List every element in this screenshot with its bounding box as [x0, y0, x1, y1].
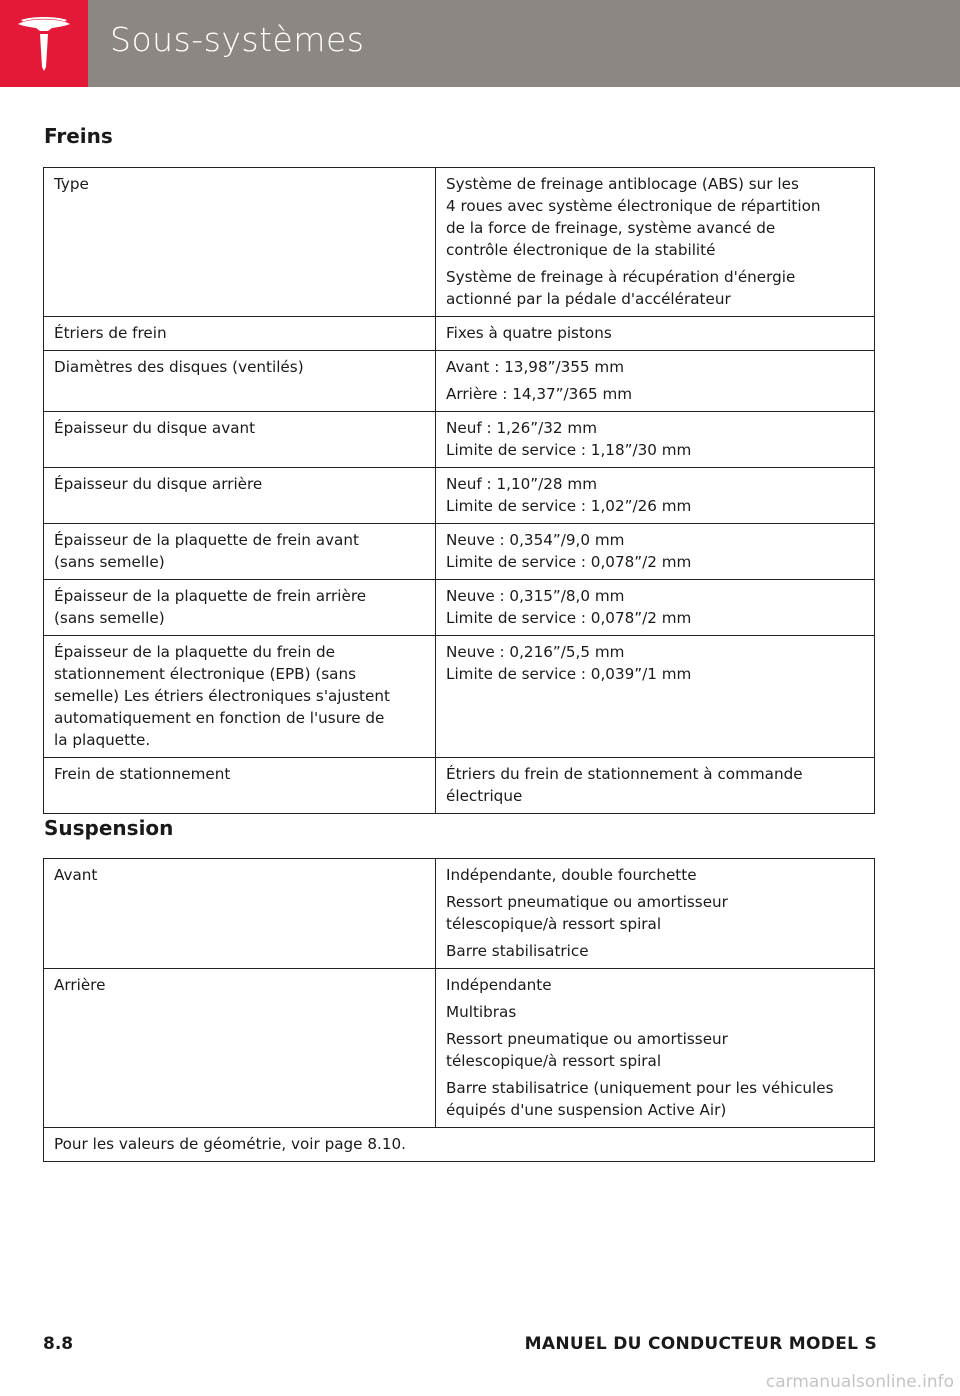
spec-value-line: Limite de service : 0,078”/2 mm	[446, 553, 692, 571]
spec-value	[436, 168, 875, 317]
spec-paragraph	[446, 473, 864, 517]
spec-value-line: Étriers du frein de stationnement à commande	[446, 765, 803, 783]
spec-paragraph	[446, 1001, 864, 1023]
spec-paragraph	[446, 763, 864, 807]
spec-value-line: Indépendante, double fourchette	[446, 866, 697, 884]
table-row	[44, 1128, 875, 1162]
spec-label-line: (sans semelle)	[54, 553, 165, 571]
spec-value-line: équipés d'une suspension Active Air)	[446, 1101, 727, 1119]
spec-paragraph	[446, 529, 864, 573]
spec-paragraph	[446, 356, 864, 378]
spec-value-line: 4 roues avec système électronique de répartition	[446, 197, 821, 215]
table-row	[44, 580, 875, 636]
spec-value-line: Neuve : 0,354”/9,0 mm	[446, 531, 625, 549]
spec-value-line: Limite de service : 0,078”/2 mm	[446, 609, 692, 627]
spec-label-line: semelle) Les étriers électroniques s'ajustent	[54, 687, 390, 705]
spec-label: Avant	[44, 859, 436, 969]
spec-paragraph	[446, 322, 864, 344]
spec-paragraph	[446, 641, 864, 685]
spec-value	[436, 468, 875, 524]
spec-paragraph	[446, 266, 864, 310]
spec-value	[436, 969, 875, 1128]
watermark: carmanualsonline.info	[765, 1372, 954, 1392]
page-header	[0, 0, 960, 87]
spec-value-line: Neuve : 0,315”/8,0 mm	[446, 587, 625, 605]
spec-label-line: automatiquement en fonction de l'usure de	[54, 709, 385, 727]
spec-label: Étriers de frein	[44, 317, 436, 351]
spec-value-line: actionné par la pédale d'accélérateur	[446, 290, 731, 308]
tesla-logo-icon	[14, 15, 74, 73]
spec-paragraph	[446, 974, 864, 996]
table-row	[44, 317, 875, 351]
spec-label	[44, 636, 436, 758]
table-row	[44, 969, 875, 1128]
spec-paragraph	[446, 940, 864, 962]
spec-value-line: électrique	[446, 787, 523, 805]
spec-value	[436, 317, 875, 351]
spec-value	[436, 859, 875, 969]
spec-value	[436, 580, 875, 636]
spec-paragraph	[446, 864, 864, 886]
table-row	[44, 412, 875, 468]
spec-label: Arrière	[44, 969, 436, 1128]
spec-paragraph	[446, 173, 864, 261]
spec-value-line: Neuf : 1,10”/28 mm	[446, 475, 597, 493]
spec-label	[44, 580, 436, 636]
spec-paragraph	[446, 1028, 864, 1072]
table-row	[44, 168, 875, 317]
spec-label: Épaisseur du disque arrière	[44, 468, 436, 524]
table-row	[44, 524, 875, 580]
spec-value-line: de la force de freinage, système avancé de	[446, 219, 776, 237]
spec-value	[436, 412, 875, 468]
page-number: 8.8	[43, 1334, 74, 1354]
spec-value-line: Limite de service : 1,02”/26 mm	[446, 497, 692, 515]
spec-value-line: télescopique/à ressort spiral	[446, 915, 662, 933]
spec-value-line: Arrière : 14,37”/365 mm	[446, 385, 633, 403]
spec-value	[436, 351, 875, 412]
spec-value-line: Ressort pneumatique ou amortisseur	[446, 1030, 728, 1048]
logo-box	[0, 0, 88, 87]
spec-label-line: Épaisseur de la plaquette de frein avant	[54, 531, 359, 549]
spec-value-line: Limite de service : 1,18”/30 mm	[446, 441, 692, 459]
spec-value-line: Limite de service : 0,039”/1 mm	[446, 665, 692, 683]
spec-value-line: contrôle électronique de la stabilité	[446, 241, 716, 259]
spec-value-line: Neuve : 0,216”/5,5 mm	[446, 643, 625, 661]
spec-value-line: télescopique/à ressort spiral	[446, 1052, 662, 1070]
page-title: Sous-systèmes	[110, 20, 365, 59]
spec-value-line: Neuf : 1,26”/32 mm	[446, 419, 597, 437]
suspension-table	[43, 858, 875, 1162]
spec-value-line: Indépendante	[446, 976, 552, 994]
spec-label-line: Épaisseur de la plaquette de frein arrière	[54, 587, 367, 605]
spec-value-line: Fixes à quatre pistons	[446, 324, 612, 342]
spec-label-line: (sans semelle)	[54, 609, 165, 627]
spec-label	[44, 524, 436, 580]
table-row	[44, 859, 875, 969]
spec-value-line: Système de freinage à récupération d'énergie	[446, 268, 796, 286]
section-title-freins: Freins	[44, 124, 113, 148]
spec-value-line: Multibras	[446, 1003, 517, 1021]
spec-label-line: la plaquette.	[54, 731, 151, 749]
spec-value-line: Avant : 13,98”/355 mm	[446, 358, 625, 376]
manual-title: MANUEL DU CONDUCTEUR MODEL S	[524, 1334, 877, 1354]
table-row	[44, 758, 875, 814]
table-row	[44, 468, 875, 524]
spec-paragraph	[446, 585, 864, 629]
spec-paragraph	[446, 417, 864, 461]
spec-label: Épaisseur du disque avant	[44, 412, 436, 468]
freins-table	[43, 167, 875, 814]
spec-paragraph	[446, 1077, 864, 1121]
section-title-suspension: Suspension	[44, 816, 174, 840]
table-row	[44, 351, 875, 412]
spec-paragraph	[446, 383, 864, 405]
spec-label: Type	[44, 168, 436, 317]
spec-paragraph	[446, 891, 864, 935]
table-note: Pour les valeurs de géométrie, voir page 8.10.	[44, 1128, 875, 1162]
spec-value	[436, 524, 875, 580]
spec-label-line: stationnement électronique (EPB) (sans	[54, 665, 357, 683]
spec-label: Diamètres des disques (ventilés)	[44, 351, 436, 412]
table-row	[44, 636, 875, 758]
spec-value-line: Barre stabilisatrice (uniquement pour les véhicules	[446, 1079, 834, 1097]
spec-value-line: Barre stabilisatrice	[446, 942, 589, 960]
spec-label-line: Épaisseur de la plaquette du frein de	[54, 643, 336, 661]
spec-value-line: Système de freinage antiblocage (ABS) sur les	[446, 175, 799, 193]
spec-value	[436, 758, 875, 814]
spec-value-line: Ressort pneumatique ou amortisseur	[446, 893, 728, 911]
spec-label: Frein de stationnement	[44, 758, 436, 814]
spec-value	[436, 636, 875, 758]
